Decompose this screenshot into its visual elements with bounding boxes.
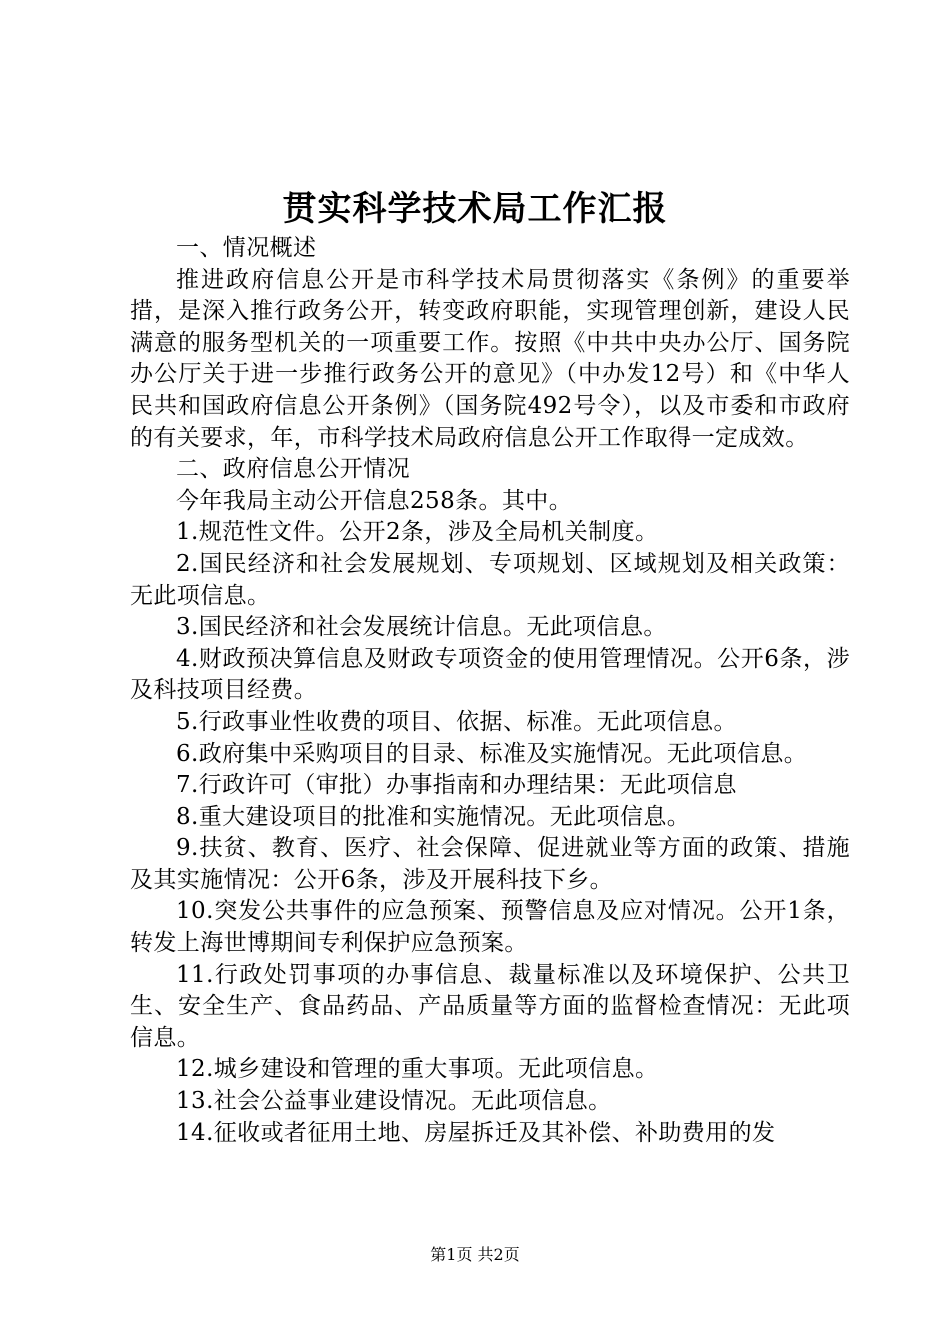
document-body: [130, 233, 850, 1149]
list-item: 13.社会公益事业建设情况。无此项信息。: [176, 1088, 612, 1115]
list-item: 5.行政事业性收费的项目、依据、标准。无此项信息。: [176, 708, 737, 735]
section-heading: 二、政府信息公开情况: [176, 456, 410, 483]
list-item: 14.征收或者征用土地、房屋拆迁及其补偿、补助费用的发: [176, 1119, 776, 1146]
list-item: 11.行政处罚事项的办事信息、裁量标准以及环境保护、公共卫生、安全生产、食品药品、产品质量等方面的监督检查情况：无此项信息。: [130, 961, 850, 1051]
list-item: 4.财政预决算信息及财政专项资金的使用管理情况。公开6条，涉及科技项目经费。: [130, 645, 850, 704]
section-heading: 一、情况概述: [176, 235, 317, 261]
document-title: 贯实科学技术局工作汇报: [282, 189, 668, 229]
page-number: 第1页 共2页: [430, 1245, 520, 1264]
list-item: 12.城乡建设和管理的重大事项。无此项信息。: [176, 1056, 659, 1083]
list-item: 3.国民经济和社会发展统计信息。无此项信息。: [176, 614, 667, 641]
list-item: 8.重大建设项目的批准和实施情况。无此项信息。: [176, 803, 691, 830]
list-item: 6.政府集中采购项目的目录、标准及实施情况。无此项信息。: [176, 740, 808, 767]
paragraph: 推进政府信息公开是市科学技术局贯彻落实《条例》的重要举措，是深入推行政务公开，转变政府职能，实现管理创新，建设人民满意的服务型机关的一项重要工作。按照《中共中央办公厅、国务院办公厅关于进一步推行政务公开的意见》（中办发12号）和《中华人民共和国政府信息公开条例》（国务院492号令），以及市委和市政府的有关要求，年，市科学技术局政府信息公开工作取得一定成效。: [130, 266, 850, 451]
list-item: 10.突发公共事件的应急预案、预警信息及应对情况。公开1条，转发上海世博期间专利保护应急预案。: [130, 898, 850, 957]
list-item: 1.规范性文件。公开2条，涉及全局机关制度。: [176, 519, 659, 546]
paragraph: 今年我局主动公开信息258条。其中。: [176, 487, 573, 514]
list-item: 9.扶贫、教育、医疗、社会保障、促进就业等方面的政策、措施及其实施情况：公开6条，涉及开展科技下乡。: [130, 835, 850, 893]
list-item: 2.国民经济和社会发展规划、专项规划、区域规划及相关政策：无此项信息。: [130, 550, 850, 609]
list-item: 7.行政许可（审批）办事指南和办理结果：无此项信息: [176, 772, 737, 799]
